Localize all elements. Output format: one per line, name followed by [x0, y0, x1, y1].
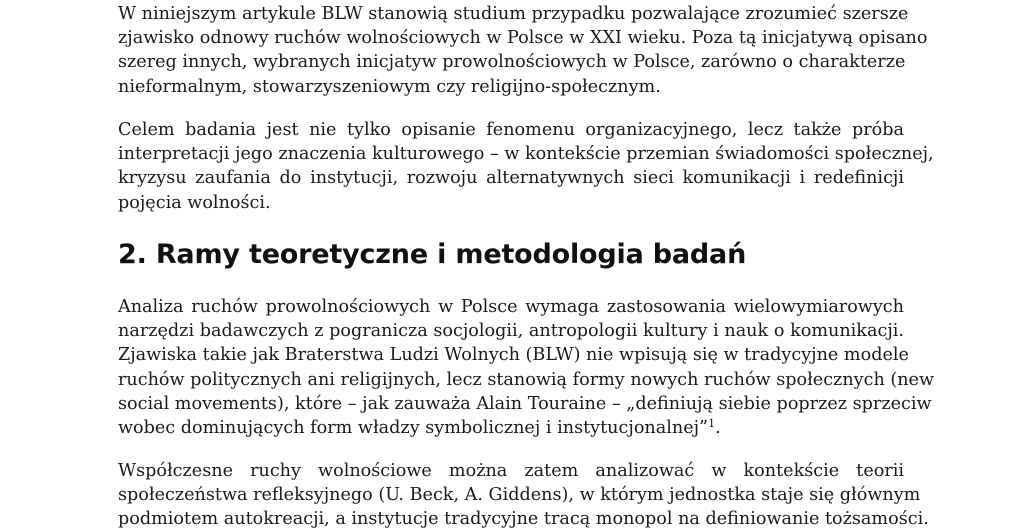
text-line: Analiza ruchów prowolnościowych w Polsce wymaga zastosowania wielowymiarowych	[118, 297, 904, 317]
text-line: wobec dominujących form władzy symbolicznej i instytucjonalnej”	[118, 418, 709, 439]
text-line: społeczeństwa refleksyjnego (U. Beck, A. Giddens), w którym jednostka staje się głównym	[118, 485, 921, 506]
sentence-end: .	[715, 418, 721, 439]
intro-paragraph-2	[118, 118, 934, 215]
text-line: narzędzi badawczych z pogranicza socjologii, antropologii kultury i nauk o komunikacji.	[118, 321, 904, 342]
text-line: Współczesne ruchy wolnościowe można zatem analizować w kontekście teorii	[118, 461, 904, 481]
text-line: W niniejszym artykule BLW stanowią studium przypadku pozwalające zrozumieć szersze	[118, 4, 909, 24]
text-line: zjawisko odnowy ruchów wolnościowych w Polsce w XXI wieku. Poza tą inicjatywą opisano	[118, 28, 928, 49]
text-line: social movements), które – jak zauważa Alain Touraine – „definiują siebie poprzez sprzeciw	[118, 393, 932, 414]
text-line: podmiotem autokreacji, a instytucje tradycyjne tracą monopol na definiowanie tożsamości.	[118, 509, 929, 530]
text-line: nieformalnym, stowarzyszeniowym czy religijno-społecznym.	[118, 76, 661, 97]
intro-paragraph-1	[118, 2, 928, 99]
footnote-reference[interactable]: 1	[708, 417, 716, 431]
text-line: Celem badania jest nie tylko opisanie fenomenu organizacyjnego, lecz także próba	[118, 120, 904, 140]
section-paragraph-2	[118, 459, 929, 532]
text-line: kryzysu zaufania do instytucji, rozwoju alternatywnych sieci komunikacji i redefinicji	[118, 168, 904, 189]
text-line: interpretacji jego znaczenia kulturowego – w kontekście przemian świadomości społecznej,	[118, 144, 934, 165]
section-paragraph-1	[118, 295, 935, 440]
text-line-with-footnote	[118, 416, 904, 440]
section-heading: 2. Ramy teoretyczne i metodologia badań	[118, 239, 747, 270]
text-line: szereg innych, wybranych inicjatyw prowolnościowych w Polsce, zarówno o charakterze	[118, 52, 906, 73]
text-line: ruchów politycznych ani religijnych, lecz stanowią formy nowych ruchów społecznych (new	[118, 369, 935, 390]
text-line: pojęcia wolności.	[118, 192, 271, 213]
text-line: Zjawiska takie jak Braterstwa Ludzi Wolnych (BLW) nie wpisują się w tradycyjne modele	[118, 345, 909, 366]
